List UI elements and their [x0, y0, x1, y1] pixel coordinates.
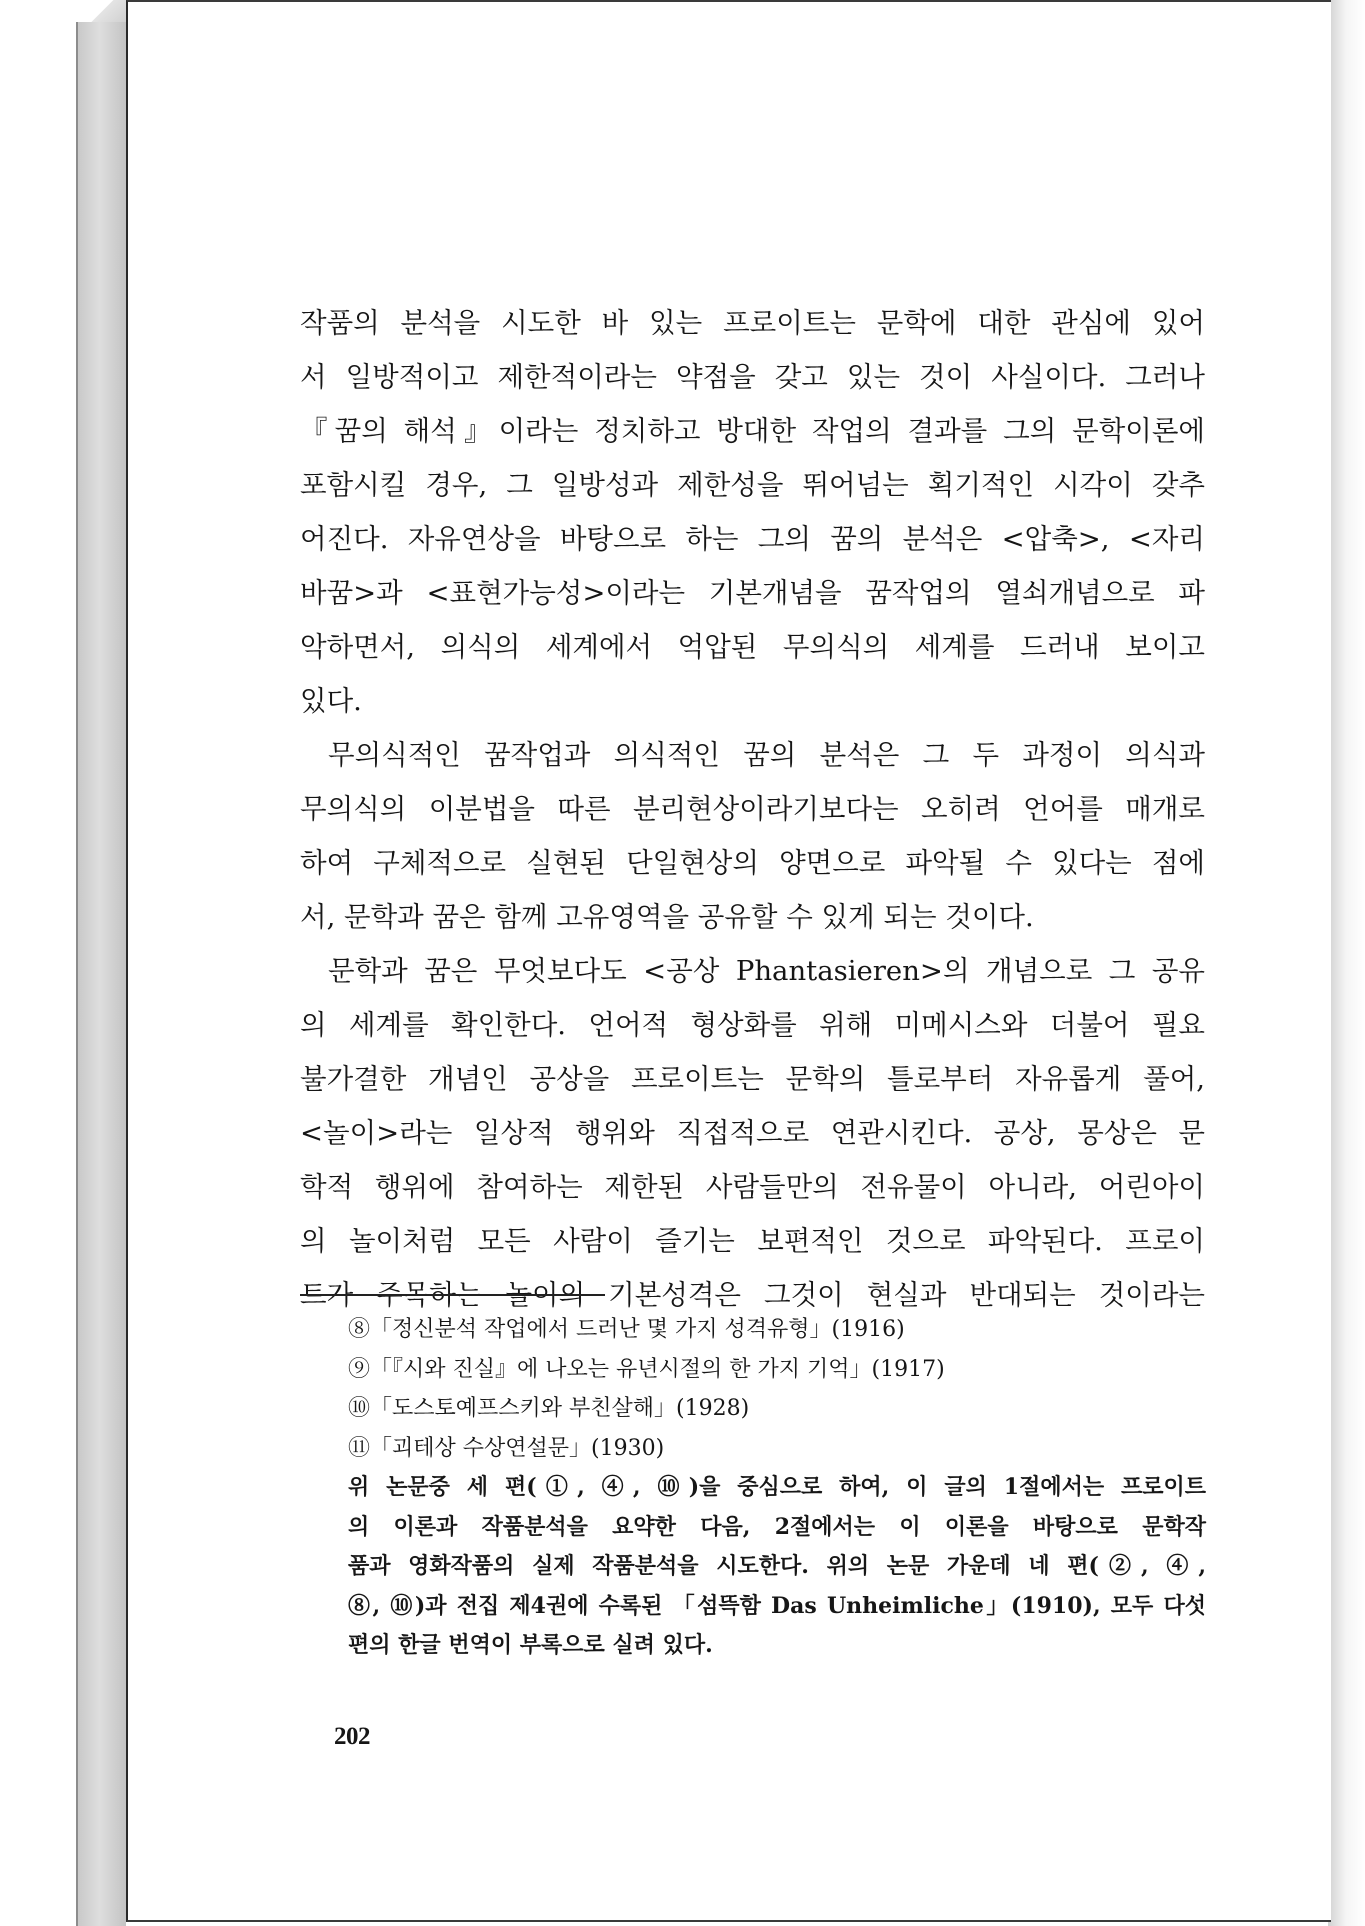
- body-line: 작품의 분석을 시도한 바 있는 프로이트는 문학에 대한 관심에 있어: [300, 307, 1205, 339]
- footnote-item: ⑨「『시와 진실』에 나오는 유년시절의 한 가지 기억」(1917): [348, 1356, 945, 1382]
- footnote-note-line: 의 이론과 작품분석을 요약한 다음, 2절에서는 이 이론을 바탕으로 문학작: [348, 1513, 1206, 1540]
- footnote-item: ⑪「괴테상 수상연설문」(1930): [348, 1435, 665, 1461]
- footnote-divider: [300, 1294, 605, 1296]
- footnote-item: ⑩「도스토예프스키와 부친살해」(1928): [348, 1396, 750, 1421]
- footnote-note-line: 편의 한글 번역이 부록으로 실려 있다.: [348, 1632, 713, 1658]
- body-line: 바꿈>과 <표현가능성>이라는 기본개념을 꿈작업의 열쇠개념으로 파: [300, 577, 1205, 609]
- body-line: 포함시킬 경우, 그 일방성과 제한성을 뛰어넘는 획기적인 시각이 갖추: [300, 469, 1205, 501]
- body-line: 서, 문학과 꿈은 함께 고유영역을 공유할 수 있게 되는 것이다.: [300, 901, 1034, 933]
- page-edge-shadow: [1328, 0, 1365, 1926]
- body-text: [300, 296, 1205, 1322]
- body-line: <놀이>라는 일상적 행위와 직접적으로 연관시킨다. 공상, 몽상은 문: [300, 1117, 1205, 1149]
- footnote-note-line: 위 논문중 세 편(①, ④, ⑩)을 중심으로 하여, 이 글의 1절에서는 프로이트: [348, 1474, 1206, 1500]
- body-line: 의 놀이처럼 모든 사람이 즐기는 보편적인 것으로 파악된다. 프로이: [300, 1225, 1205, 1257]
- body-line: 하여 구체적으로 실현된 단일현상의 양면으로 파악될 수 있다는 점에: [300, 847, 1205, 879]
- body-line: 불가결한 개념인 공상을 프로이트는 문학의 틀로부터 자유롭게 풀어,: [300, 1063, 1205, 1095]
- body-line: 무의식적인 꿈작업과 의식적인 꿈의 분석은 그 두 과정이 의식과: [328, 739, 1205, 771]
- body-line: 의 세계를 확인한다. 언어적 형상화를 위해 미메시스와 더불어 필요: [300, 1009, 1205, 1041]
- body-line: 무의식의 이분법을 따른 분리현상이라기보다는 오히려 언어를 매개로: [300, 793, 1205, 825]
- page-number: 202: [334, 1723, 370, 1750]
- body-line: 학적 행위에 참여하는 제한된 사람들만의 전유물이 아니라, 어린아이: [300, 1171, 1205, 1203]
- body-line: 문학과 꿈은 무엇보다도 <공상 Phantasieren>의 개념으로 그 공유: [328, 955, 1205, 987]
- footnotes: [348, 1310, 1206, 1666]
- body-line: 어진다. 자유연상을 바탕으로 하는 그의 꿈의 분석은 <압축>, <자리: [300, 523, 1205, 555]
- body-line: 악하면서, 의식의 세계에서 억압된 무의식의 세계를 드러내 보이고: [300, 631, 1205, 663]
- footnote-note-line: 품과 영화작품의 실제 작품분석을 시도한다. 위의 논문 가운데 네 편(②, ④,: [348, 1553, 1206, 1579]
- book-spine: [76, 0, 126, 1926]
- body-line: 서 일방적이고 제한적이라는 약점을 갖고 있는 것이 사실이다. 그러나: [300, 361, 1205, 393]
- footnote-item: ⑧「정신분석 작업에서 드러난 몇 가지 성격유형」(1916): [348, 1317, 905, 1342]
- body-line: 있다.: [300, 685, 362, 717]
- body-line: 『꿈의 해석』이라는 정치하고 방대한 작업의 결과를 그의 문학이론에: [300, 415, 1205, 447]
- book-top-edge: [76, 0, 128, 22]
- footnote-note-line: ⑧, ⑩)과 전집 제4권에 수록된 「섬뜩함 Das Unheimliche」(1910), 모두 다섯: [348, 1592, 1206, 1619]
- body-line: 트가 주목하는 놀이의 기본성격은 그것이 현실과 반대되는 것이라는: [300, 1279, 1205, 1311]
